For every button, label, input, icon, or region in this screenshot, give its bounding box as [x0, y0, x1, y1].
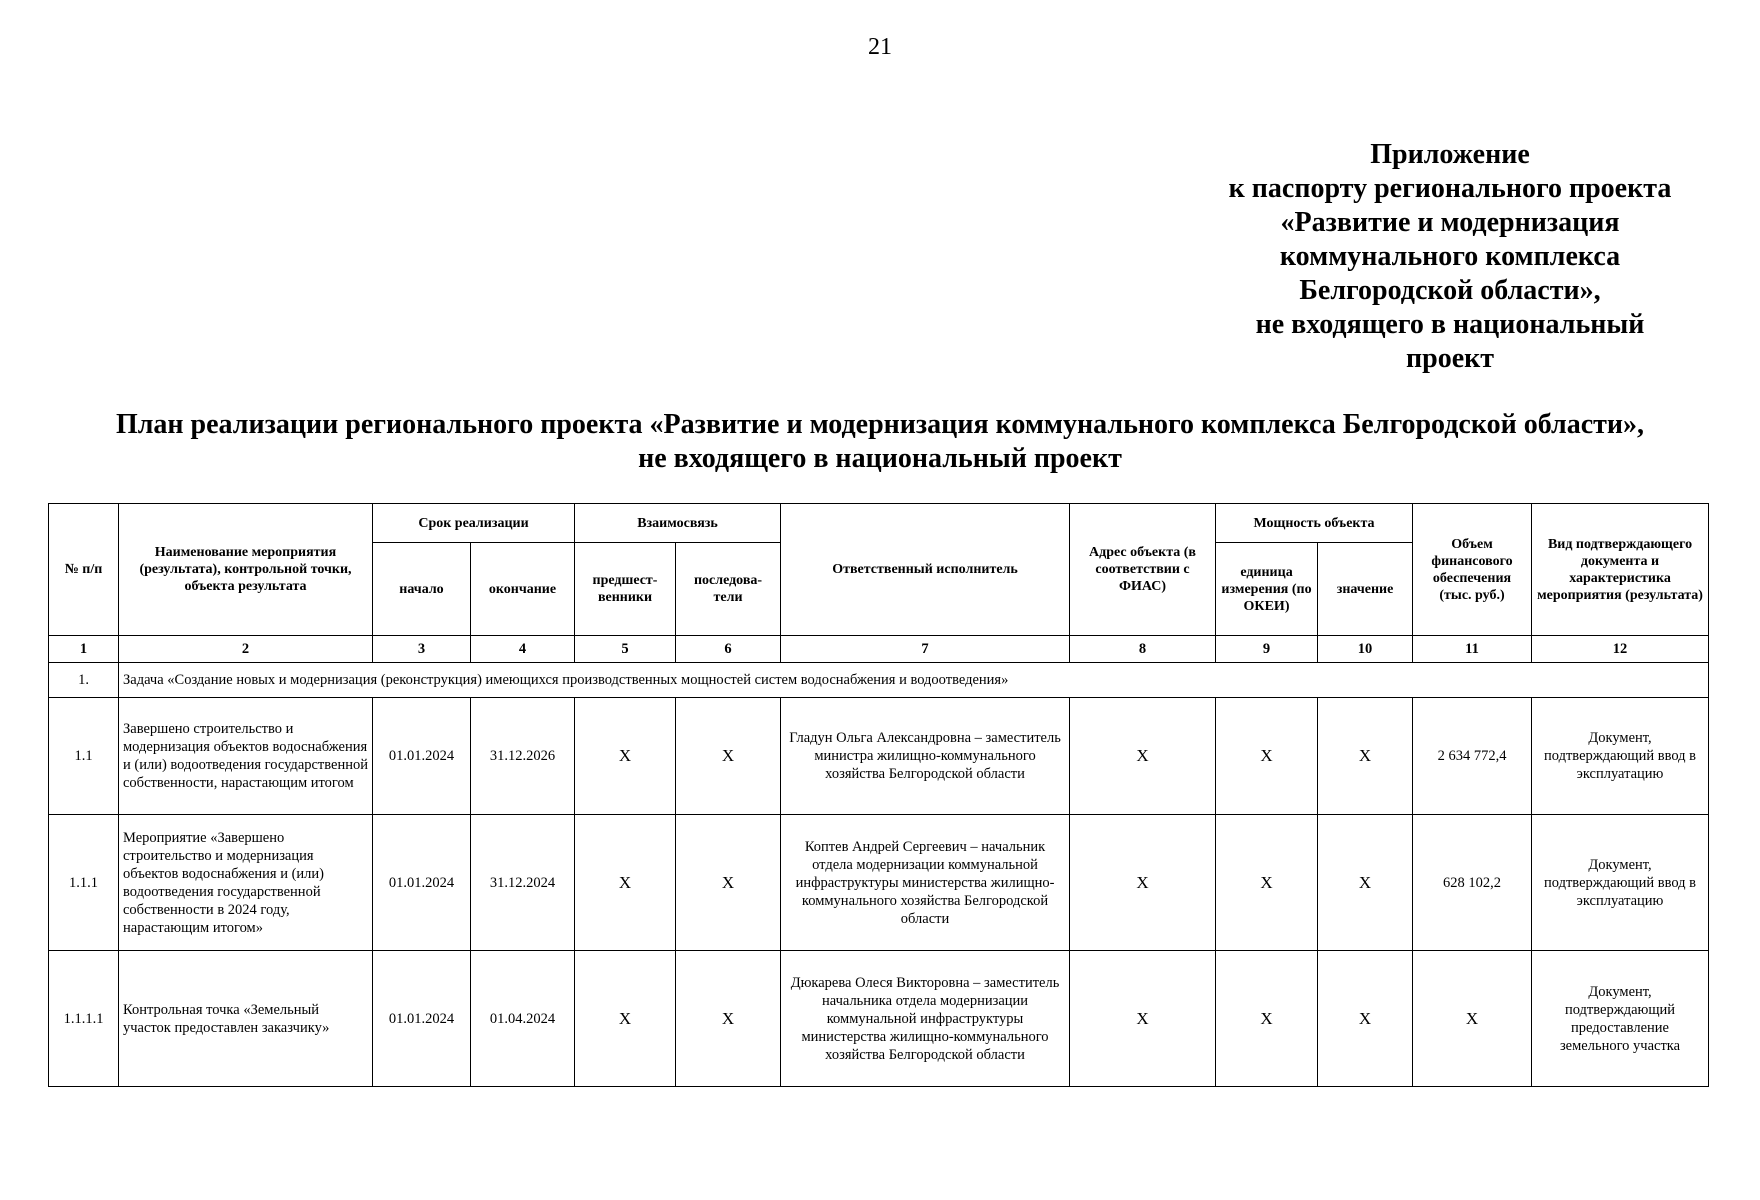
row-value: Х [1318, 815, 1413, 951]
appendix-heading [1205, 138, 1695, 376]
column-number: 10 [1318, 636, 1413, 663]
row-address: Х [1070, 698, 1216, 815]
header-doc-type: Вид подтверждающего документа и характеристика мероприятия (результата) [1532, 504, 1709, 636]
title-line-2: не входящего в национальный проект [638, 443, 1122, 474]
title-line-1: План реализации регионального проекта «Развитие и модернизация коммунального комплекса Белгородской области», [115, 409, 1645, 440]
column-numbers-row [49, 636, 1709, 663]
row-address: Х [1070, 815, 1216, 951]
row-start: 01.01.2024 [373, 951, 471, 1087]
column-number: 6 [676, 636, 781, 663]
task-num: 1. [49, 663, 119, 698]
row-predecessors: Х [575, 815, 676, 951]
header-name: Наименование мероприятия (результата), контрольной точки, объекта результата [119, 504, 373, 636]
appendix-line: проект [1405, 343, 1495, 374]
header-executor: Ответственный исполнитель [781, 504, 1070, 636]
row-num: 1.1.1.1 [49, 951, 119, 1087]
row-funding: Х [1413, 951, 1532, 1087]
row-successors: Х [676, 815, 781, 951]
row-doc: Документ, подтверждающий ввод в эксплуатацию [1532, 815, 1709, 951]
table-row [49, 951, 1709, 1087]
column-number: 11 [1413, 636, 1532, 663]
table-row [49, 815, 1709, 951]
row-value: Х [1318, 951, 1413, 1087]
header-row [49, 504, 1709, 543]
row-doc: Документ, подтверждающий предоставление земельного участка [1532, 951, 1709, 1087]
row-predecessors: Х [575, 698, 676, 815]
header-successors: последова- тели [676, 543, 781, 636]
header-value: значение [1318, 543, 1413, 636]
header-end: окончание [471, 543, 575, 636]
row-name: Контрольная точка «Земельный участок предоставлен заказчику» [119, 951, 373, 1087]
row-value: Х [1318, 698, 1413, 815]
column-number: 7 [781, 636, 1070, 663]
row-funding: 2 634 772,4 [1413, 698, 1532, 815]
row-start: 01.01.2024 [373, 815, 471, 951]
column-number: 5 [575, 636, 676, 663]
row-unit: Х [1216, 698, 1318, 815]
task-text: Задача «Создание новых и модернизация (реконструкция) имеющихся производственных мощностей систем водоснабжения и водоотведения» [119, 663, 1709, 698]
column-number: 3 [373, 636, 471, 663]
row-executor: Гладун Ольга Александровна – заместитель министра жилищно-коммунального хозяйства Белгородской области [781, 698, 1070, 815]
row-unit: Х [1216, 951, 1318, 1087]
header-start: начало [373, 543, 471, 636]
row-successors: Х [676, 698, 781, 815]
row-end: 01.04.2024 [471, 951, 575, 1087]
task-row [49, 663, 1709, 698]
row-address: Х [1070, 951, 1216, 1087]
row-executor: Дюкарева Олеся Викторовна – заместитель начальника отдела модернизации коммунальной инфраструктуры министерства жилищно-коммунального хозяйства Белгородской области [781, 951, 1070, 1087]
row-successors: Х [676, 951, 781, 1087]
header-address: Адрес объекта (в соответствии с ФИАС) [1070, 504, 1216, 636]
implementation-plan-table [48, 503, 1709, 1087]
column-number: 12 [1532, 636, 1709, 663]
header-period: Срок реализации [373, 504, 575, 543]
table-row [49, 698, 1709, 815]
header-unit: единица измерения (по ОКЕИ) [1216, 543, 1318, 636]
header-predecessors: предшест- венники [575, 543, 676, 636]
appendix-line: к паспорту регионального проекта [1228, 173, 1672, 204]
row-num: 1.1.1 [49, 815, 119, 951]
header-num: № п/п [49, 504, 119, 636]
row-predecessors: Х [575, 951, 676, 1087]
row-name: Мероприятие «Завершено строительство и модернизация объектов водоснабжения и (или) водоотведения государственной собственности в 2024 году, нарастающим итогом» [119, 815, 373, 951]
header-capacity: Мощность объекта [1216, 504, 1413, 543]
appendix-line: Белгородской области», [1299, 275, 1601, 306]
row-executor: Коптев Андрей Сергеевич – начальник отдела модернизации коммунальной инфраструктуры министерства жилищно-коммунального хозяйства Белгородской области [781, 815, 1070, 951]
column-number: 4 [471, 636, 575, 663]
row-funding: 628 102,2 [1413, 815, 1532, 951]
row-unit: Х [1216, 815, 1318, 951]
row-num: 1.1 [49, 698, 119, 815]
row-doc: Документ, подтверждающий ввод в эксплуатацию [1532, 698, 1709, 815]
appendix-line: не входящего в национальный [1255, 309, 1645, 340]
column-number: 2 [119, 636, 373, 663]
appendix-line: «Развитие и модернизация [1280, 207, 1620, 238]
row-start: 01.01.2024 [373, 698, 471, 815]
column-number: 1 [49, 636, 119, 663]
appendix-line: Приложение [1370, 139, 1530, 170]
appendix-line: коммунального комплекса [1279, 241, 1621, 272]
column-number: 8 [1070, 636, 1216, 663]
row-end: 31.12.2024 [471, 815, 575, 951]
column-number: 9 [1216, 636, 1318, 663]
row-name: Завершено строительство и модернизация объектов водоснабжения и (или) водоотведения государственной собственности, нарастающим итогом [119, 698, 373, 815]
document-title [20, 408, 1740, 476]
header-relation: Взаимосвязь [575, 504, 781, 543]
header-funding: Объем финансового обеспечения (тыс. руб.) [1413, 504, 1532, 636]
page-number: 21 [868, 34, 892, 60]
row-end: 31.12.2026 [471, 698, 575, 815]
